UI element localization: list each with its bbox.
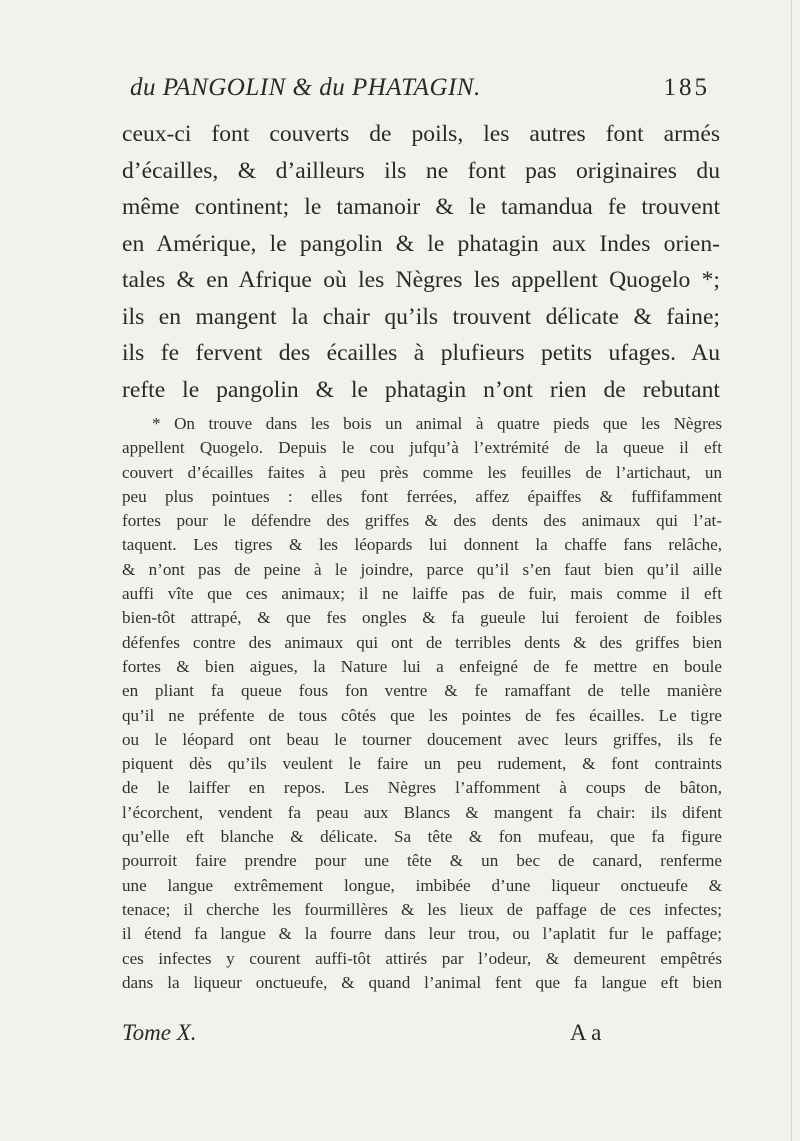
footnote-line: de le laiffer en repos. Les Nègres l’affomment à coups de bâton, bbox=[122, 778, 722, 798]
text-line: en Amérique, le pangolin & le phatagin aux Indes orien- bbox=[122, 230, 720, 257]
main-paragraph bbox=[122, 116, 720, 408]
page-header bbox=[120, 74, 710, 108]
footnote-line: taquent. Les tigres & les léopards lui donnent la chaffe fans relâche, bbox=[122, 535, 722, 555]
footnote-line: il étend fa langue & la fourre dans leur trou, ou l’aplatit fur le paffage; bbox=[122, 924, 722, 944]
signature-mark: A a bbox=[570, 1020, 602, 1045]
footnote-line: peu plus pointues : elles font ferrées, affez épaiffes & fuffifamment bbox=[122, 486, 722, 506]
footnote-line: & n’ont pas de peine à le joindre, parce qu’il s’en faut bien qu’il aille bbox=[122, 559, 722, 579]
volume-label: Tome X. bbox=[122, 1020, 197, 1045]
page-edge-line bbox=[791, 0, 792, 1141]
text-line: ils fe fervent des écailles à plufieurs petits ufages. Au bbox=[122, 340, 720, 366]
footnote bbox=[122, 412, 722, 995]
page-footer bbox=[122, 1020, 720, 1054]
footnote-line: fortes & bien aigues, la Nature lui a enfeigné de fe mettre en boule bbox=[122, 656, 722, 676]
page-number: 185 bbox=[663, 74, 710, 101]
running-title: du PANGOLIN & du PHATAGIN. bbox=[130, 74, 481, 101]
footnote-line: couvert d’écailles faites à peu près comme les feuilles de l’artichaut, un bbox=[122, 462, 722, 482]
text-line: refte le pangolin & le phatagin n’ont rien de rebutant bbox=[122, 376, 720, 403]
text-line: ceux-ci font couverts de poils, les autres font armés bbox=[122, 121, 720, 147]
footnote-line: fortes pour le défendre des griffes & des dents des animaux qui l’at- bbox=[122, 511, 722, 531]
footnote-line: défenfes contre des animaux qui ont de terribles dents & des griffes bien bbox=[122, 632, 722, 652]
footnote-line: dans la liqueur onctueufe, & quand l’animal fent que fa langue eft bien bbox=[122, 972, 722, 992]
text-line: même continent; le tamanoir & le tamandua fe trouvent bbox=[122, 194, 720, 220]
footnote-line: ou le léopard ont beau le tourner doucement avec leurs griffes, ils fe bbox=[122, 729, 722, 749]
footnote-line: piquent dès qu’ils veulent le faire un peu rudement, & font contraints bbox=[122, 754, 722, 774]
footnote-line: l’écorchent, vendent fa peau aux Blancs & mangent fa chair: ils difent bbox=[122, 802, 722, 822]
footnote-line: qu’il ne préfente de tous côtés que les pointes de fes écailles. Le tigre bbox=[122, 705, 722, 725]
footnote-line: pourroit faire prendre pour une tête & un bec de canard, renferme bbox=[122, 851, 722, 871]
footnote-line: bien-tôt attrapé, & que fes ongles & fa gueule lui feroient de foibles bbox=[122, 608, 722, 628]
text-line: tales & en Afrique où les Nègres les appellent Quogelo *; bbox=[122, 267, 720, 293]
footnote-line: tenace; il cherche les fourmillères & les lieux de paffage de ces infectes; bbox=[122, 899, 722, 919]
footnote-line: en pliant fa queue fous fon ventre & fe ramaffant de telle manière bbox=[122, 681, 722, 701]
footnote-line: qu’elle eft blanche & délicate. Sa tête & fon mufeau, que fa figure bbox=[122, 827, 722, 847]
footnote-line: * On trouve dans les bois un animal à quatre pieds que les Nègres bbox=[152, 414, 722, 433]
footnote-line: auffi vîte que ces animaux; il ne laiffe pas de fuir, mais comme il eft bbox=[122, 584, 722, 604]
footnote-line: appellent Quogelo. Depuis le cou jufqu’à l’extrémité de la queue il eft bbox=[122, 438, 722, 458]
text-line: d’écailles, & d’ailleurs ils ne font pas originaires du bbox=[122, 157, 720, 184]
text-line: ils en mangent la chair qu’ils trouvent délicate & faine; bbox=[122, 303, 720, 330]
footnote-line: une langue extrêmement longue, imbibée d’une liqueur onctueufe & bbox=[122, 875, 722, 895]
footnote-line: ces infectes y courent auffi-tôt attirés par l’odeur, & demeurent empêtrés bbox=[122, 948, 722, 968]
